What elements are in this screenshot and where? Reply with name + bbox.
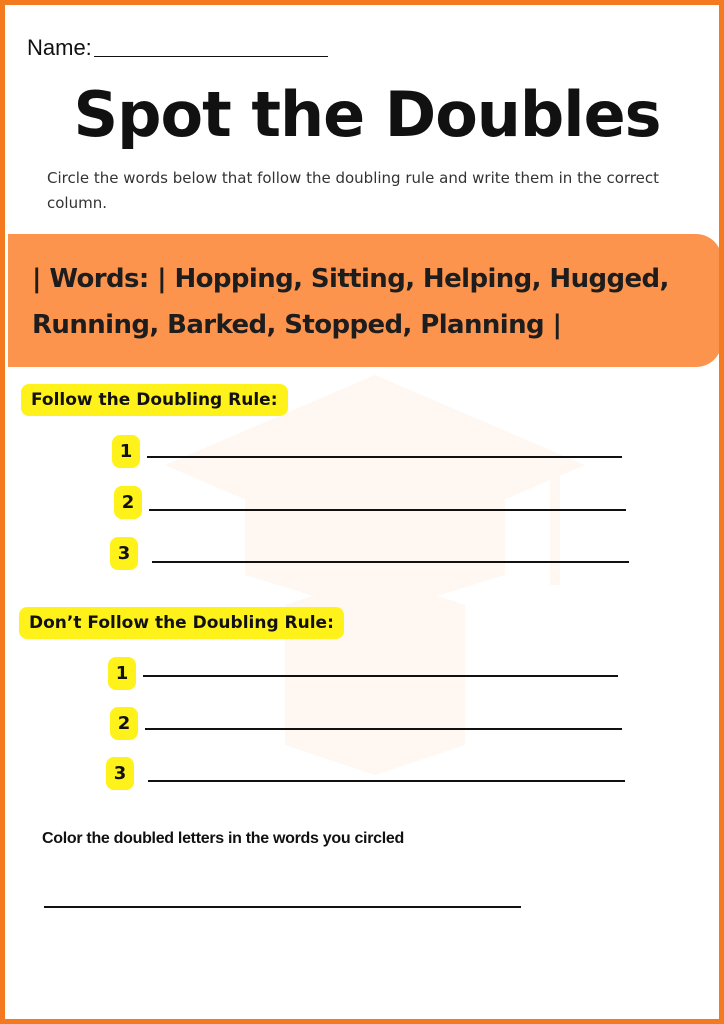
- answer-number: 3: [110, 537, 138, 570]
- answer-number: 1: [108, 657, 136, 690]
- answer-number: 2: [110, 707, 138, 740]
- answer-line: [152, 561, 629, 563]
- name-write-line: [94, 56, 328, 57]
- word-bank-line-1: | Words: | Hopping, Sitting, Helping, Hugged,: [32, 264, 669, 294]
- answer-line: [149, 509, 626, 511]
- answer-line: [44, 906, 521, 908]
- section-heading-follow-rule: Follow the Doubling Rule:: [21, 384, 288, 416]
- answer-line: [147, 456, 622, 458]
- word-bank: [8, 234, 722, 367]
- answer-number: 2: [114, 486, 142, 519]
- answer-number: 3: [106, 757, 134, 790]
- answer-line: [143, 675, 618, 677]
- name-label: Name:: [27, 35, 92, 60]
- answer-number: 1: [112, 435, 140, 468]
- answer-line: [145, 728, 622, 730]
- word-bank-line-2: Running, Barked, Stopped, Planning |: [32, 310, 562, 340]
- name-field: [27, 35, 328, 61]
- section-heading-dont-follow-rule: Don’t Follow the Doubling Rule:: [19, 607, 344, 639]
- bottom-instruction-text: Color the doubled letters in the words you circled: [42, 830, 404, 847]
- answer-line: [148, 780, 625, 782]
- instructions-text: Circle the words below that follow the doubling rule and write them in the correct column.: [47, 169, 659, 212]
- graduation-cap-watermark-icon: [155, 365, 595, 785]
- page-title: Spot the Doubles: [73, 78, 661, 151]
